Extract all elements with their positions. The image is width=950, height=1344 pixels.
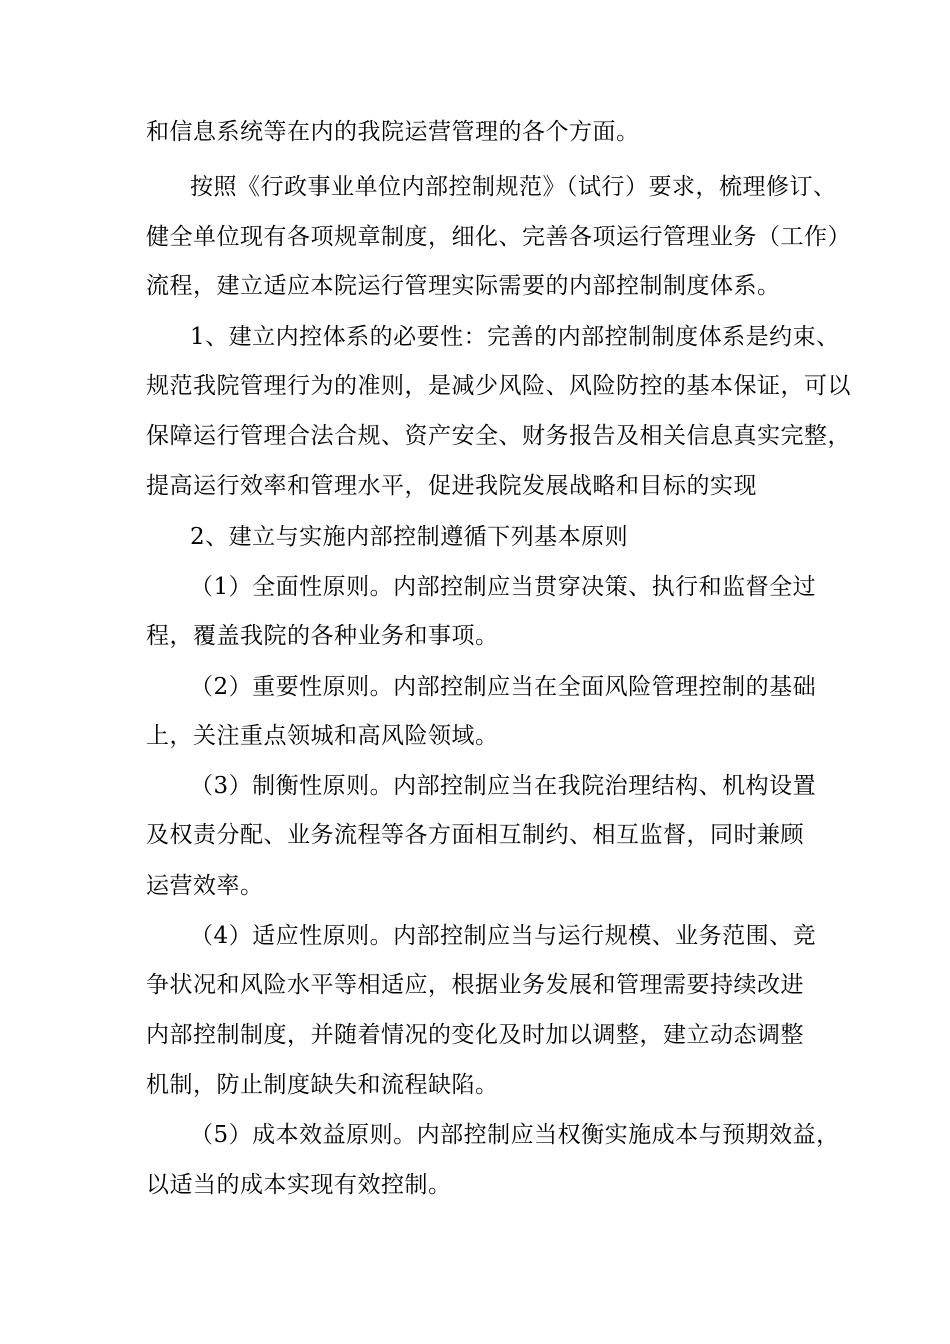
text-line: 及权责分配、业务流程等各方面相互制约、相互监督，同时兼顾 [146,822,804,848]
text-line: 规范我院管理行为的准则，是减少风险、风险防控的基本保证，可以 [146,373,851,399]
text-line: （2）重要性原则。内部控制应当在全面风险管理控制的基础 [190,674,817,700]
text-line: 内部控制制度，并随着情况的变化及时加以调整，建立动态调整 [146,1022,804,1048]
text-line: 以适当的成本实现有效控制。 [146,1172,452,1198]
text-line: 2、建立与实施内部控制遵循下列基本原则 [190,524,629,550]
text-line: 1、建立内控体系的必要性：完善的内部控制制度体系是约束、 [190,324,840,350]
text-line: （3）制衡性原则。内部控制应当在我院治理结构、机构设置 [190,773,817,799]
text-line: 运营效率。 [146,873,264,899]
text-line: 保障运行管理合法合规、资产安全、财务报告及相关信息真实完整， [146,423,851,449]
text-line: （4）适应性原则。内部控制应当与运行规模、业务范围、竞 [190,923,817,949]
text-line: （1）全面性原则。内部控制应当贯穿决策、执行和监督全过 [190,574,817,600]
text-line: 争状况和风险水平等相适应，根据业务发展和管理需要持续改进 [146,972,804,998]
text-line: 程，覆盖我院的各种业务和事项。 [146,623,499,649]
text-line: 流程，建立适应本院运行管理实际需要的内部控制制度体系。 [146,273,781,299]
text-line: 和信息系统等在内的我院运营管理的各个方面。 [146,119,640,145]
text-line: （5）成本效益原则。内部控制应当权衡实施成本与预期效益， [190,1122,840,1148]
text-line: 按照《行政事业单位内部控制规范》（试行）要求，梳理修订、 [190,174,837,200]
text-line: 提高运行效率和管理水平，促进我院发展战略和目标的实现 [146,473,757,499]
text-line: 健全单位现有各项规章制度，细化、完善各项运行管理业务（工作） [146,224,851,250]
text-line: 上，关注重点领城和高风险领域。 [146,723,499,749]
text-line: 机制，防止制度缺失和流程缺陷。 [146,1072,499,1098]
